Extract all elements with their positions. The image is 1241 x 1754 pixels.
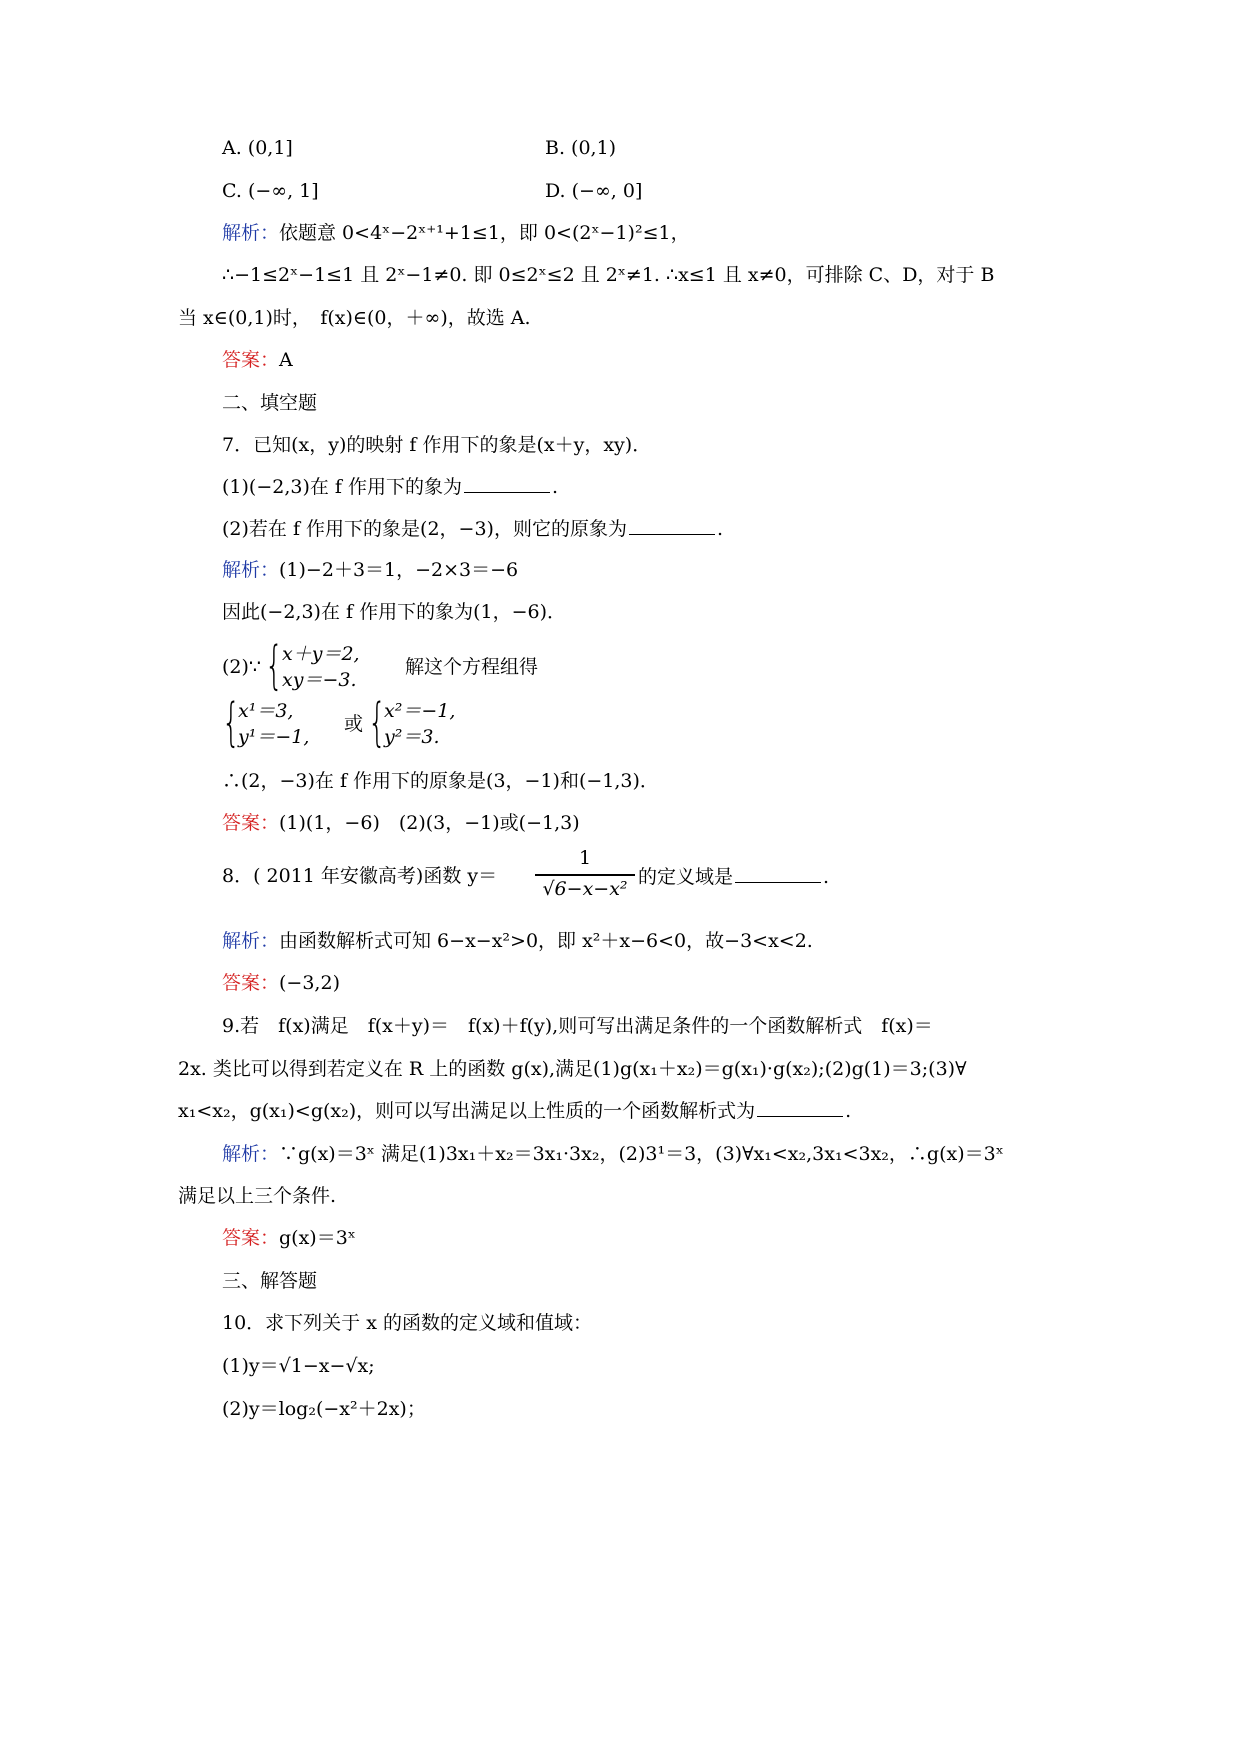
q7-analysis-line-3-suffix: 解这个方程组得 [405, 656, 539, 678]
q8-stem-end: . [823, 866, 830, 888]
or-word: 或 [344, 713, 364, 735]
q7-analysis-text-1: (1)−2＋3＝1，−2×3＝−6 [279, 559, 519, 581]
q6-analysis-line-3: 当 x∈(0,1)时， f(x)∈(0，＋∞)，故选 A. [178, 307, 531, 329]
q7-part-1-end: . [552, 476, 559, 498]
system-3-eq-2: y²＝3. [384, 726, 440, 748]
left-brace-icon: { [222, 693, 241, 753]
q8-stem-suffix [638, 864, 829, 889]
q7-analysis-line-4: ∴(2，−3)在 f 作用下的原象是(3，−1)和(−1,3)． [222, 770, 659, 792]
option-d: D. (−∞, 0] [545, 180, 643, 202]
q8-answer [222, 970, 340, 996]
answer-blank [629, 516, 715, 535]
q8-stem-prefix: 8．( 2011 年安徽高考)函数 y＝ [222, 865, 498, 887]
section-heading-solutions: 三、解答题 [222, 1270, 318, 1292]
q9-analysis-line-1 [222, 1141, 1004, 1167]
q9-stem-line-2: 2x. 类比可以得到若定义在 R 上的函数 g(x),满足(1)g(x₁＋x₂)＝g(x₁)·g(x₂);(2)g(1)＝3;(3)∀ [178, 1058, 967, 1080]
q7-part-2-end: . [716, 518, 723, 540]
q8-stem-suffix-text: 的定义域是 [638, 866, 734, 888]
answer-blank [735, 864, 821, 883]
q9-analysis-line-2: 满足以上三个条件. [178, 1185, 337, 1207]
q9-analysis-text-1: ∵g(x)＝3ˣ 满足(1)3x₁＋x₂＝3x₁·3x₂，(2)3¹＝3，(3)∀x₁<x₂,3x₁<3x₂，∴g(x)＝3ˣ [279, 1143, 1004, 1165]
q7-part-2-text: (2)若在 f 作用下的象是(2，−3)，则它的原象为 [222, 518, 627, 540]
fraction-numerator: 1 [578, 847, 592, 869]
q7-part-1-text: (1)(−2,3)在 f 作用下的象为 [222, 476, 462, 498]
q8-analysis [222, 928, 813, 954]
q10-part-1: (1)y＝√1−x−√x; [222, 1355, 375, 1377]
q6-analysis-text-1: 依题意 0<4ˣ−2ˣ⁺¹+1≤1，即 0<(2ˣ−1)²≤1， [279, 222, 690, 244]
q8-analysis-text: 由函数解析式可知 6−x−x²>0，即 x²＋x−6<0，故−3<x<2. [279, 930, 813, 952]
q9-stem-line-3-end: . [845, 1100, 852, 1122]
q8-answer-text: (−3,2) [279, 972, 340, 994]
q7-analysis-line-2: 因此(−2,3)在 f 作用下的象为(1，−6)． [222, 601, 566, 623]
analysis-label: 解析： [222, 222, 280, 244]
q9-stem-line-3 [178, 1098, 851, 1124]
q7-analysis-line-1 [222, 557, 518, 583]
left-brace-icon: { [265, 636, 284, 696]
fraction-bar [535, 874, 635, 876]
answer-blank [757, 1098, 843, 1117]
option-a: A. (0,1] [222, 137, 293, 159]
system-3-eq-1: x²＝−1, [384, 700, 456, 722]
answer-label: 答案： [222, 812, 280, 834]
q7-analysis-line-3-prefix: (2)∵ [222, 656, 262, 678]
fraction-denominator: √6−x−x² [542, 878, 628, 900]
left-brace-icon: { [368, 693, 387, 753]
answer-label: 答案： [222, 349, 280, 371]
system-2-eq-1: x¹＝3, [238, 700, 294, 722]
q6-analysis-line-1 [222, 220, 690, 246]
answer-label: 答案： [222, 972, 280, 994]
answer-label: 答案： [222, 1227, 280, 1249]
option-c: C. (−∞, 1] [222, 180, 319, 202]
q7-part-2 [222, 516, 723, 542]
q6-analysis-line-2: ∴−1≤2ˣ−1≤1 且 2ˣ−1≠0. 即 0≤2ˣ≤2 且 2ˣ≠1. ∴x≤1 且 x≠0，可排除 C、D，对于 B [222, 264, 995, 286]
q7-answer [222, 810, 580, 836]
q9-answer-text: g(x)＝3ˣ [279, 1227, 356, 1249]
q9-answer [222, 1225, 356, 1251]
system-1-eq-2: xy＝−3. [282, 669, 357, 691]
option-b: B. (0,1) [545, 137, 617, 159]
analysis-label: 解析： [222, 930, 280, 952]
q9-stem-line-1: 9.若 f(x)满足 f(x＋y)＝ f(x)＋f(y),则可写出满足条件的一个函数解析式 f(x)＝ [222, 1015, 933, 1037]
analysis-label: 解析： [222, 1143, 280, 1165]
q7-answer-text: (1)(1，−6) (2)(3，−1)或(−1,3) [279, 812, 580, 834]
system-1-eq-1: x＋y＝2, [282, 643, 360, 665]
q7-part-1 [222, 474, 558, 500]
q6-answer-text: A [279, 349, 293, 371]
q10-part-2: (2)y＝log₂(−x²＋2x)； [222, 1398, 426, 1420]
system-2-eq-2: y¹＝−1, [238, 726, 310, 748]
section-heading-fill-in: 二、填空题 [222, 392, 318, 414]
analysis-label: 解析： [222, 559, 280, 581]
q9-stem-line-3-text: x₁<x₂，g(x₁)<g(x₂)，则可以写出满足以上性质的一个函数解析式为 [178, 1100, 756, 1122]
q10-stem: 10．求下列关于 x 的函数的定义域和值域： [222, 1312, 592, 1334]
q6-answer [222, 347, 293, 373]
answer-blank [464, 474, 550, 493]
q7-stem: 7．已知(x，y)的映射 f 作用下的象是(x＋y，xy)． [222, 434, 652, 456]
